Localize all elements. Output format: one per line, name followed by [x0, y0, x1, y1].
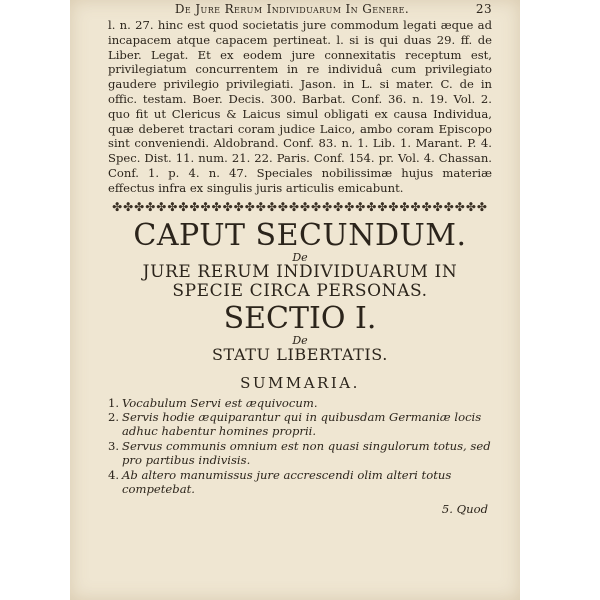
page-content	[108, 2, 492, 516]
book-page	[70, 0, 520, 600]
chapter-subtitle: JURE RERUM INDIVIDUARUM IN SPECIE CIRCA PERSONAS.	[142, 261, 458, 301]
summary-text: Servus communis omnium est non quasi singulorum totus, sed pro partibus indivisis.	[122, 438, 491, 468]
summary-number: 4.	[108, 467, 120, 482]
summaria-title: SUMMARIA.	[240, 373, 360, 392]
page-number: 23	[475, 2, 492, 16]
running-head-title: De Jure Rerum Individuarum In Genere.	[174, 2, 410, 16]
catchword: 5. Quod	[441, 502, 488, 517]
fleuron-rule: ✤✤✤✤✤✤✤✤✤✤✤✤✤✤✤✤✤✤✤✤✤✤✤✤✤✤✤✤✤✤✤✤✤✤	[112, 199, 488, 214]
section-title: SECTIO I.	[223, 300, 377, 336]
summary-text: Ab altero manumissus jure accrescendi olim alteri totus competebat.	[122, 467, 452, 496]
chapter-title: CAPUT SECUNDUM.	[133, 217, 467, 253]
body-text	[108, 18, 492, 196]
summary-number: 1.	[108, 395, 120, 410]
summary-list	[108, 396, 492, 497]
summary-text: Servis hodie æquiparantur qui in quibusdam Germaniæ locis adhuc habentur homines proprii.	[122, 409, 482, 439]
running-head	[108, 2, 492, 16]
summary-item	[108, 439, 492, 468]
summary-item	[108, 410, 492, 439]
chapter-de: De	[292, 250, 308, 264]
summary-text: Vocabulum Servi est æquivocum.	[122, 395, 318, 410]
section-subtitle: STATU LIBERTATIS.	[212, 344, 388, 364]
summary-number: 3.	[108, 438, 120, 453]
section-de: De	[292, 333, 308, 347]
summary-item	[108, 396, 492, 410]
summary-number: 2.	[108, 409, 120, 424]
summary-item	[108, 468, 492, 497]
body-paragraph: l. n. 27. hinc est quod societatis jure commodum legati æque ad incapacem atque capacem pertineat. l. si is qui duas 29. ff. de Liber. Legat. Et ex eodem jure connexitatis receptum est, privilegiatum concurrentem in re individuâ cum privilegiato gaudere privilegio privilegiati. Jason. in L. si mater. C. de in offic. testam. Boer. Decis. 300. Barbat. Conf. 36. n. 19. Vol. 2. quo fit ut Clericus & Laicus simul obligati ex causa Individua, quæ deberet tractari coram judice Laico, ambo coram Episcopo sint conveniendi. Aldobrand. Conf. 83. n. 1. Lib. 1. Marant. P. 4. Spec. Dist. 11. num. 21. 22. Paris. Conf. 154. pr. Vol. 4. Chassan. Conf. 1. p. 4. n. 47. Speciales nobilissimæ hujus materiæ effectus infra ex singulis juris articulis emicabunt.	[108, 18, 492, 195]
